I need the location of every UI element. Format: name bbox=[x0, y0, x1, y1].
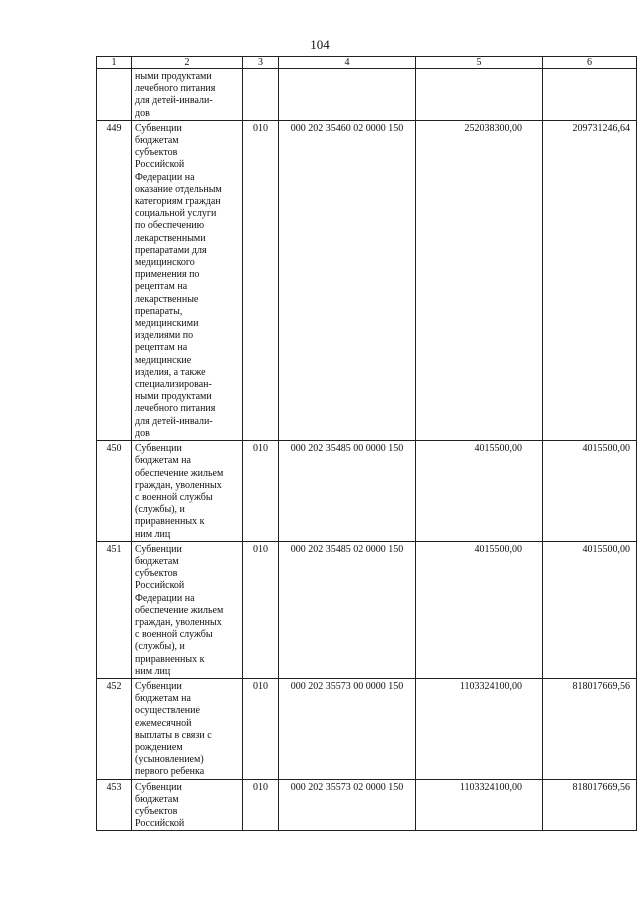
description-line: Российской bbox=[135, 818, 185, 830]
admin-code-cell: 010 bbox=[243, 120, 279, 440]
admin-code-cell: 010 bbox=[243, 441, 279, 542]
description-line: лечебного питания bbox=[135, 83, 216, 95]
fact-amount-cell bbox=[543, 69, 637, 121]
plan-amount-cell: 4015500,00 bbox=[416, 441, 543, 542]
description-line: с военной службы bbox=[135, 629, 213, 641]
description-line: Субвенции bbox=[135, 680, 182, 692]
description-line: рождением bbox=[135, 741, 183, 753]
description-line: применения по bbox=[135, 269, 200, 281]
description-line: осуществление bbox=[135, 705, 200, 717]
table-row bbox=[97, 541, 637, 678]
description-line: лекарственными bbox=[135, 232, 206, 244]
row-number-cell: 452 bbox=[97, 678, 132, 779]
description-line: субъектов bbox=[135, 805, 178, 817]
description-line: (службы), и bbox=[135, 641, 185, 653]
column-header-2: 2 bbox=[132, 57, 243, 69]
description-line: ним лиц bbox=[135, 665, 171, 677]
table-header-row bbox=[97, 57, 637, 69]
description-line: социальной услуги bbox=[135, 208, 217, 220]
table-body bbox=[97, 69, 637, 831]
budget-code-cell bbox=[279, 69, 416, 121]
description-line: бюджетам на bbox=[135, 455, 191, 467]
budget-code-cell: 000 202 35573 00 0000 150 bbox=[279, 678, 416, 779]
description-line: ными продуктами bbox=[135, 71, 212, 82]
row-number-cell: 450 bbox=[97, 441, 132, 542]
description-cell bbox=[132, 678, 243, 779]
description-line: субъектов bbox=[135, 147, 178, 159]
column-header-1: 1 bbox=[97, 57, 132, 69]
budget-table bbox=[96, 56, 637, 831]
description-line: лекарственные bbox=[135, 293, 199, 305]
description-line: медицинского bbox=[135, 257, 195, 269]
table-row bbox=[97, 678, 637, 779]
description-line: Российской bbox=[135, 159, 185, 171]
description-line: бюджетам на bbox=[135, 693, 191, 705]
description-line: обеспечение жильем bbox=[135, 467, 224, 479]
description-line: рецептам на bbox=[135, 342, 188, 354]
description-line: ежемесячной bbox=[135, 717, 192, 729]
admin-code-cell: 010 bbox=[243, 541, 279, 678]
description-line: дов bbox=[135, 107, 150, 119]
description-line: ним лиц bbox=[135, 528, 171, 540]
description-line: изделия, а также bbox=[135, 366, 206, 378]
description-cell bbox=[132, 441, 243, 542]
description-cell bbox=[132, 69, 243, 121]
description-line: бюджетам bbox=[135, 793, 179, 805]
description-line: первого ребенка bbox=[135, 766, 205, 778]
description-line: медицинскими bbox=[135, 318, 199, 330]
budget-code-cell: 000 202 35485 02 0000 150 bbox=[279, 541, 416, 678]
plan-amount-cell: 1103324100,00 bbox=[416, 779, 543, 831]
fact-amount-cell: 818017669,56 bbox=[543, 779, 637, 831]
budget-code-cell: 000 202 35460 02 0000 150 bbox=[279, 120, 416, 440]
description-line: бюджетам bbox=[135, 135, 179, 147]
plan-amount-cell: 252038300,00 bbox=[416, 120, 543, 440]
column-header-3: 3 bbox=[243, 57, 279, 69]
budget-code-cell: 000 202 35573 02 0000 150 bbox=[279, 779, 416, 831]
description-cell bbox=[132, 541, 243, 678]
description-line: с военной службы bbox=[135, 491, 213, 503]
page-number: 104 bbox=[310, 37, 330, 52]
fact-amount-cell: 4015500,00 bbox=[543, 541, 637, 678]
description-line: для детей-инвали- bbox=[135, 95, 213, 107]
description-line: субъектов bbox=[135, 568, 178, 580]
table-row bbox=[97, 441, 637, 542]
table-row bbox=[97, 120, 637, 440]
description-line: Субвенции bbox=[135, 543, 182, 555]
row-number-cell bbox=[97, 69, 132, 121]
plan-amount-cell: 1103324100,00 bbox=[416, 678, 543, 779]
description-line: рецептам на bbox=[135, 281, 188, 293]
row-number-cell: 453 bbox=[97, 779, 132, 831]
fact-amount-cell: 4015500,00 bbox=[543, 441, 637, 542]
description-line: специализирован- bbox=[135, 379, 212, 391]
description-line: Субвенции bbox=[135, 443, 182, 455]
description-cell bbox=[132, 779, 243, 831]
description-line: препараты, bbox=[135, 305, 183, 317]
description-line: граждан, уволенных bbox=[135, 479, 222, 491]
description-line: (службы), и bbox=[135, 504, 185, 516]
row-number-cell: 451 bbox=[97, 541, 132, 678]
plan-amount-cell bbox=[416, 69, 543, 121]
description-line: медицинские bbox=[135, 354, 192, 366]
fact-amount-cell: 209731246,64 bbox=[543, 120, 637, 440]
admin-code-cell bbox=[243, 69, 279, 121]
budget-code-cell: 000 202 35485 00 0000 150 bbox=[279, 441, 416, 542]
description-line: приравненных к bbox=[135, 516, 205, 528]
description-line: категориям граждан bbox=[135, 196, 221, 208]
description-line: Российской bbox=[135, 580, 185, 592]
admin-code-cell: 010 bbox=[243, 779, 279, 831]
description-line: Субвенции bbox=[135, 781, 182, 793]
plan-amount-cell: 4015500,00 bbox=[416, 541, 543, 678]
description-line: выплаты в связи с bbox=[135, 729, 212, 741]
column-header-5: 5 bbox=[416, 57, 543, 69]
description-line: для детей-инвали- bbox=[135, 415, 213, 427]
description-line: бюджетам bbox=[135, 555, 179, 567]
description-line: Федерации на bbox=[135, 171, 195, 183]
description-line: Федерации на bbox=[135, 592, 195, 604]
description-line: препаратами для bbox=[135, 244, 207, 256]
admin-code-cell: 010 bbox=[243, 678, 279, 779]
description-line: изделиями по bbox=[135, 330, 194, 342]
description-line: оказание отдельным bbox=[135, 183, 222, 195]
description-line: по обеспечению bbox=[135, 220, 205, 232]
table-row bbox=[97, 779, 637, 831]
description-line: лечебного питания bbox=[135, 403, 216, 415]
description-line: ными продуктами bbox=[135, 391, 212, 403]
description-line: Субвенции bbox=[135, 122, 182, 134]
fact-amount-cell: 818017669,56 bbox=[543, 678, 637, 779]
description-cell bbox=[132, 120, 243, 440]
column-header-6: 6 bbox=[543, 57, 637, 69]
description-line: граждан, уволенных bbox=[135, 616, 222, 628]
description-line: приравненных к bbox=[135, 653, 205, 665]
column-header-4: 4 bbox=[279, 57, 416, 69]
description-line: обеспечение жильем bbox=[135, 604, 224, 616]
description-line: дов bbox=[135, 427, 150, 439]
description-line: (усыновлением) bbox=[135, 754, 204, 766]
row-number-cell: 449 bbox=[97, 120, 132, 440]
table-row bbox=[97, 69, 637, 121]
